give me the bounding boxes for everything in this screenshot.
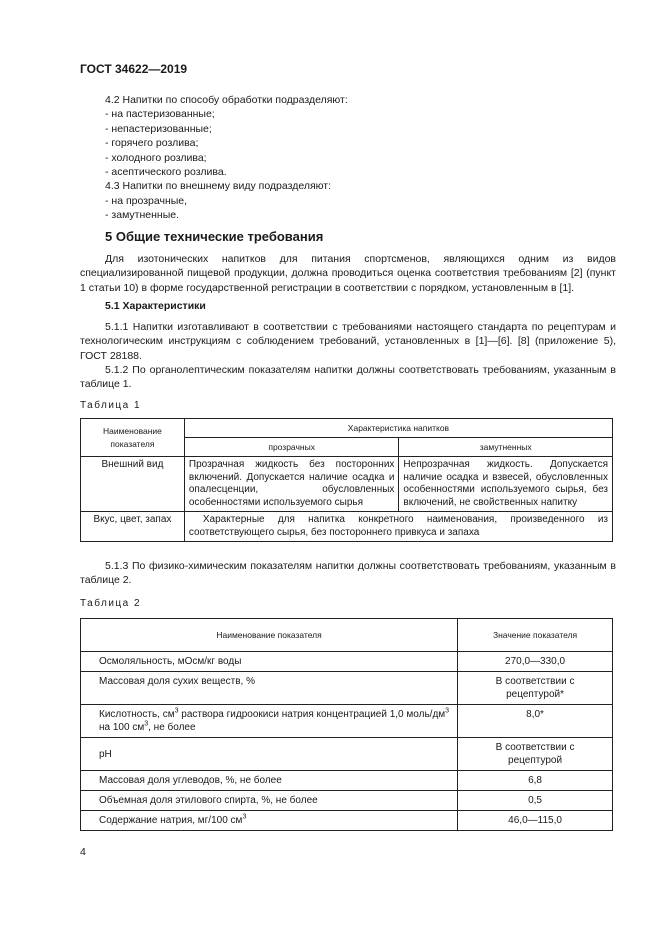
table-header-cell: Характеристика напитков (184, 419, 612, 438)
table-cell: Характерные для напитка конкретного наименования, произведенного из соответствующего сырья, без постороннего привкуса и запаха (184, 512, 612, 542)
table-row (81, 512, 613, 542)
table-cell: Осмоляльность, мОсм/кг воды (81, 652, 458, 672)
table-row (81, 672, 613, 705)
table-cell: Прозрачная жидкость без посторонних включений. Допускается наличие осадка и опалесценции, обусловленных особенностями используемого сырья (184, 457, 399, 512)
paragraph-512: 5.1.2 По органолептическим показателям напитки должны соответствовать требованиям, указанным в таблице 1. (80, 364, 616, 391)
list-item: - на пастеризованные; (105, 108, 215, 121)
list-item: - асептического розлива. (105, 166, 227, 179)
document-header: ГОСТ 34622—2019 (80, 62, 188, 76)
list-item: - замутненные. (105, 209, 180, 222)
table1-caption: Таблица 1 (80, 400, 142, 411)
table-cell: Объемная доля этилового спирта, %, не более (81, 791, 458, 811)
table-row (81, 652, 613, 672)
classification-list (80, 93, 616, 223)
table-row (81, 771, 613, 791)
table-cell: pH (81, 738, 458, 771)
table-cell: Вкус, цвет, запах (81, 512, 185, 542)
page-number: 4 (80, 846, 86, 858)
list-item: - непастеризованные; (105, 122, 212, 135)
list-item: - на прозрачные, (105, 194, 188, 207)
section-heading: 5 Общие технические требования (105, 229, 324, 244)
section-paragraph: Для изотонических напитков для питания спортсменов, являющихся одним из видов специализированной пищевой продукции, должна проводиться оценка соответствия требованиям [2] (пункт 1 статьи 10) в форме государственной регистрации в соответствии с порядком, установленным в [1]. (80, 253, 616, 294)
table-1 (80, 418, 613, 542)
table-header-cell: прозрачных (184, 438, 399, 457)
table-cell: Содержание натрия, мг/100 $см^3$ (81, 811, 458, 831)
table-cell: Непрозрачная жидкость. Допускается наличие осадка и взвесей, обусловленных особенностями используемого сырья, без включений, не свойственных напитку (399, 457, 613, 512)
table-header-cell: Наименование показателя (81, 619, 458, 652)
table-cell: 6,8 (458, 771, 613, 791)
table-cell: 0,5 (458, 791, 613, 811)
table-row (81, 705, 613, 738)
table-cell: Внешний вид (81, 457, 185, 512)
table-cell: Массовая доля углеводов, %, не более (81, 771, 458, 791)
subsection-heading: 5.1 Характеристики (105, 300, 206, 312)
table-header-cell: Наименование показателя (81, 419, 185, 457)
paragraph-513: 5.1.3 По физико-химическим показателям напитки должны соответствовать требованиям, указанным в таблице 2. (80, 560, 616, 587)
table-cell: 46,0—115,0 (458, 811, 613, 831)
table-row (81, 791, 613, 811)
table-row (81, 811, 613, 831)
table-header-cell: Значение показателя (458, 619, 613, 652)
table-cell: В соответствии с рецептурой* (458, 672, 613, 705)
table-cell: 8,0* (458, 705, 613, 738)
table-cell: Массовая доля сухих веществ, % (81, 672, 458, 705)
sec43-intro: 4.3 Напитки по внешнему виду подразделяют: (105, 180, 332, 193)
table-cell: В соответствии с рецептурой (458, 738, 613, 771)
list-item: - горячего розлива; (105, 137, 199, 150)
sec42-intro: 4.2 Напитки по способу обработки подразделяют: (105, 94, 348, 106)
table-header-cell: замутненных (399, 438, 613, 457)
list-item: - холодного розлива; (105, 151, 207, 164)
table-row (81, 738, 613, 771)
paragraph-511: 5.1.1 Напитки изготавливают в соответствии с требованиями настоящего стандарта по рецептурам и технологическим инструкциям с соблюдением требований, установленных в [1]—[6]. [8] (приложение 5), ГОСТ 28188. (80, 321, 616, 362)
table-row (81, 457, 613, 512)
table-cell: 270,0—330,0 (458, 652, 613, 672)
table-cell: Кислотность, $см^3$ раствора гидроокиси натрия концентрацией 1,0 моль/$дм^3$ на 100 $см^3$, не более (81, 705, 458, 738)
table2-caption: Таблица 2 (80, 598, 142, 609)
table-2 (80, 618, 613, 831)
